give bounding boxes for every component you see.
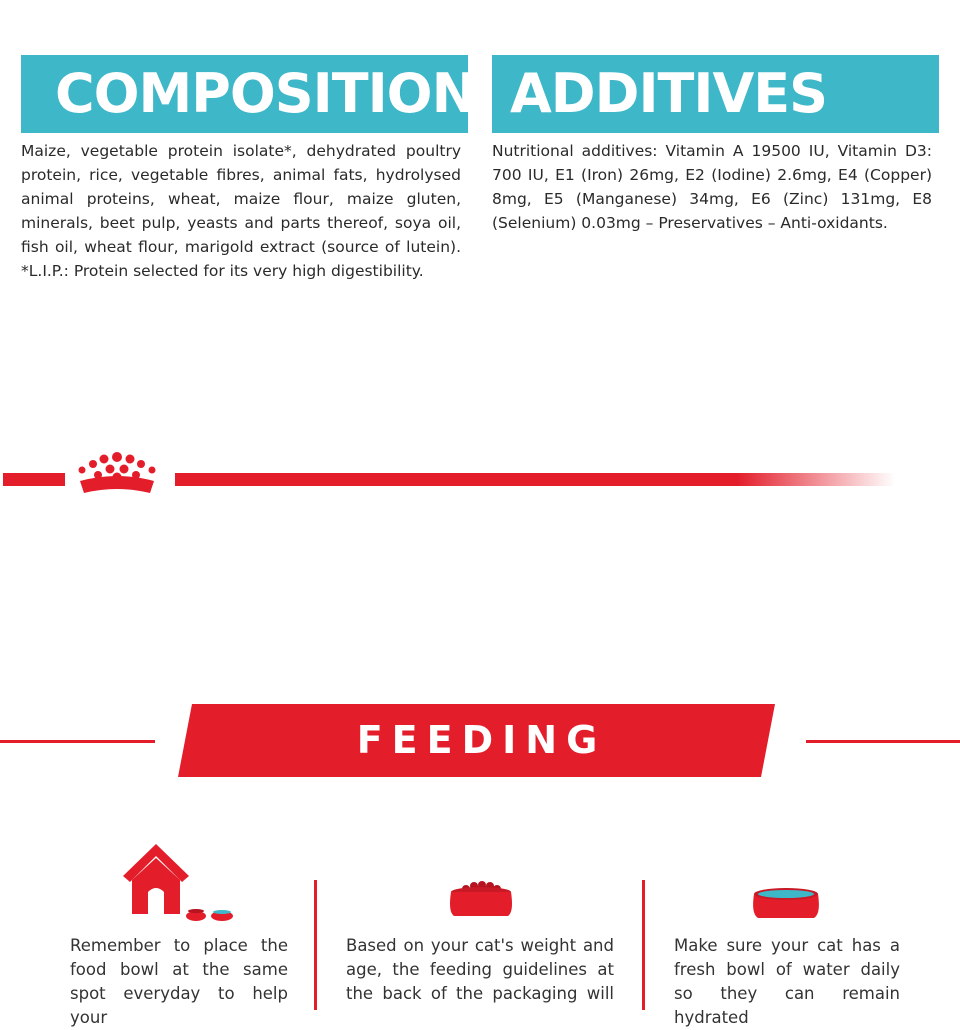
tip-separator — [314, 880, 317, 1010]
feeding-title: FEEDING GUIDELINES — [307, 718, 656, 835]
water-bowl-icon — [751, 886, 821, 926]
tip-text-guidelines: Based on your cat's weight and age, the feeding guidelines at the back of the packaging will — [346, 936, 614, 1003]
crown-divider-graphic — [0, 467, 960, 497]
crown-divider — [0, 467, 960, 497]
feeding-banner — [178, 704, 775, 835]
crown-icon — [79, 452, 156, 493]
tip-text-water: Make sure your cat has a fresh bowl of water daily so they can remain hydrated — [674, 936, 900, 1027]
tip-text-placement: Remember to place the food bowl at the same spot everyday to help your — [70, 936, 288, 1027]
feeding-rule-right — [806, 740, 960, 743]
house-icon — [120, 842, 240, 928]
top-cutoff-strip — [0, 0, 960, 8]
feeding-rule-left — [0, 740, 155, 743]
additives-heading: ADDITIVES — [492, 55, 939, 133]
composition-text: Maize, vegetable protein isolate*, dehydrated poultry protein, rice, vegetable fibres, animal fats, hydrolysed animal proteins, wheat, maize flour, maize gluten, minerals, beet pulp, yeasts and parts thereof, soya oil, fish oil, wheat flour, marigold extract (source of lutein). *L.I.P.: Protein selected for its very high digestibility. — [21, 142, 461, 280]
composition-heading: COMPOSITION — [21, 55, 468, 133]
tip-separator — [642, 880, 645, 1010]
food-bowl-icon — [446, 880, 516, 924]
additives-text: Nutritional additives: Vitamin A 19500 IU, Vitamin D3: 700 IU, E1 (Iron) 26mg, E2 (Iodine) 2.6mg, E4 (Copper) 8mg, E5 (Manganese) 34mg, E6 (Zinc) 131mg, E8 (Selenium) 0.03mg – Preservatives – Anti-oxidants. — [492, 142, 932, 232]
